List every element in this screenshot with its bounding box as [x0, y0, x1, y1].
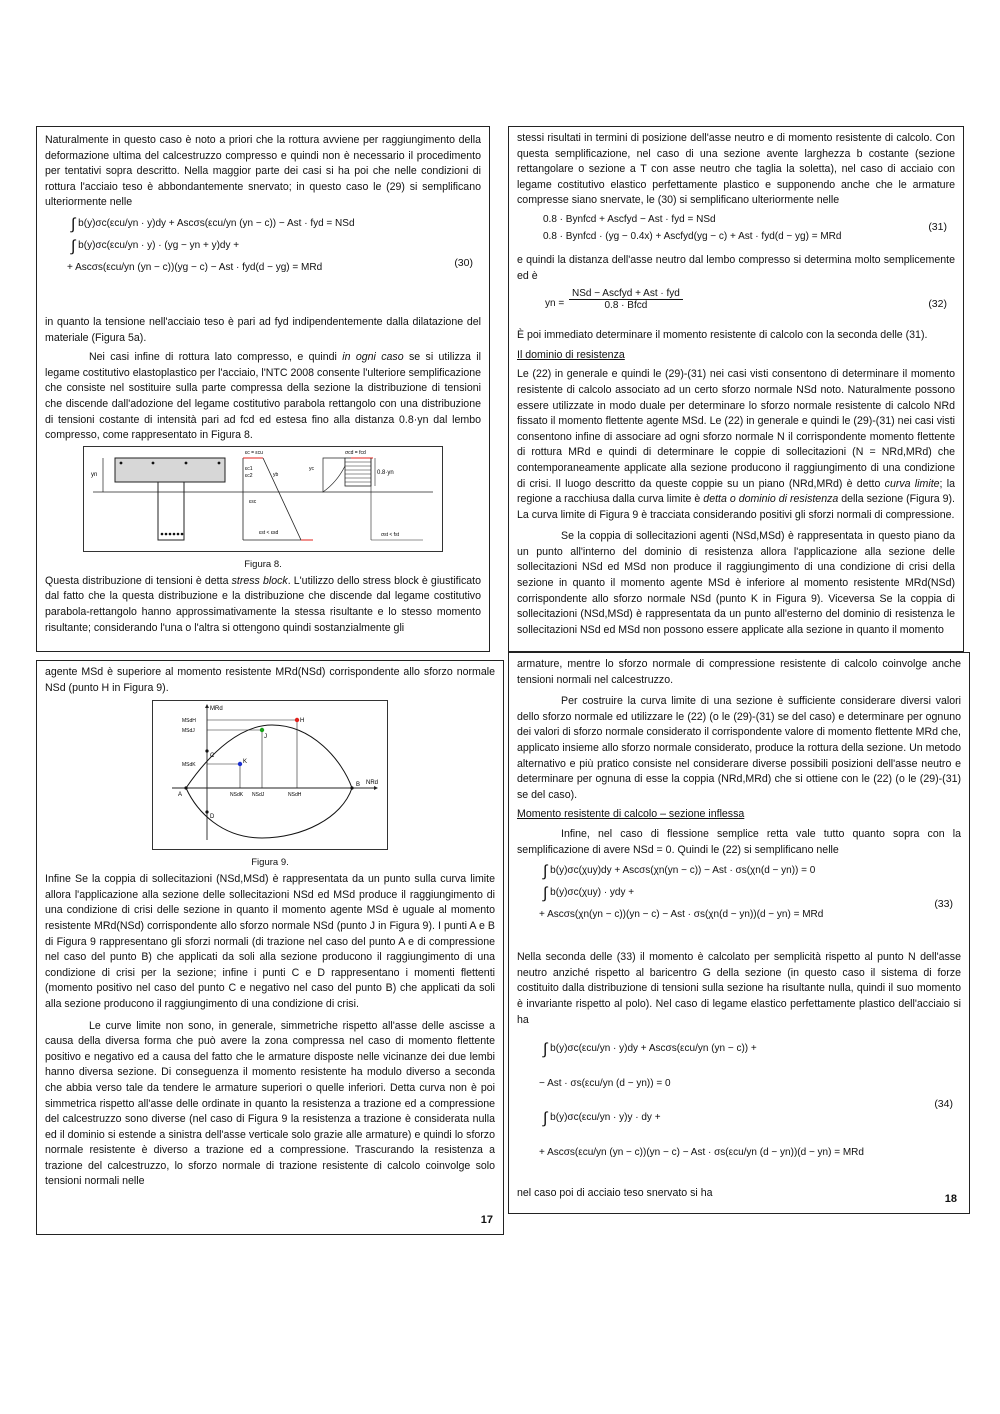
yn-label: yn [91, 471, 98, 478]
svg-text:C: C [210, 753, 215, 760]
paragraph: agente MSd è superiore al momento resistente MRd(NSd) corrispondente allo sforzo normale NSd (punto H in Figura 9). [45, 666, 495, 694]
fraction-numerator: NSd − Ascfyd + Ast · fyd [569, 288, 683, 300]
equation-31 [517, 211, 955, 251]
point-h [295, 718, 299, 722]
paragraph: Per costruire la curva limite di una sezione è sufficiente considerare diversi valori dello sforzo normale ed utilizzare le (22) (o le (29)-(31) se del caso) e determinare per ognuno dei valori di sforzo normale considerato il corrispondente valore di momento flettente MRd che, applicato insieme allo sforzo normale considerato, produce la rottura della sezione. Un metodo alternativo e più pratico consiste nel considerare diverse possibili posizioni dell'asse neutro e determinare per ognuna di esse la coppia (NRd,MRd) che si ottiene con le (22) (o le (29)-(31) se del caso). [517, 695, 961, 801]
strain-label: εc = εcu [245, 449, 263, 456]
equation-number: (33) [934, 898, 953, 911]
svg-text:NSdH: NSdH [288, 792, 302, 799]
svg-text:MRd: MRd [210, 706, 223, 713]
paragraph: Le curve limite non sono, in generale, simmetriche rispetto all'asse delle ascisse a causa della diversa forma che può avere la zona compressa nel caso di momento flettente positivo e negativo ed a causa del fatto che le armature disposte nelle vicinanze dei due lembi hanno diversa sezione. Di conseguenza il momento resistente ha modulo diverso a seconda che abbia verso tale da tendere le armature superiori o quelle inferiori. Detta curva non è poi simmetrica rispetto all'asse delle ordinate in quanto la resistenza a trazione ed a compressione del calcestruzzo sono diverse (nel caso di Figura 9 la resistenza a trazione è considerata nulla ed il dominio si estende a sinistra dell'asse verticale solo grazie alle armature) e quindi lo sforzo normale resistente è diverso a trazione ed a compressione. Trascurando la resistenza a trazione del calcestruzzo, lo sforzo normale di trazione resistente di calcolo coinvolge solo tensioni normali nelle [45, 1019, 495, 1188]
paragraph: in quanto la tensione nell'acciaio teso è pari ad fyd indipendentemente dalla dilatazione del materiale (Figura 5a). [45, 315, 481, 344]
page-number: 17 [480, 1214, 493, 1226]
equation-34 [517, 1032, 961, 1184]
svg-text:yb: yb [273, 471, 279, 478]
panel-top-left [36, 126, 490, 652]
equation-32: yn = NSd − Ascfyd + Ast · fyd 0.8 · Bfcd (32) [545, 288, 947, 312]
figure-8 [45, 446, 481, 557]
paragraph: Infine, nel caso di flessione semplice retta vale tutto quanto sopra con la semplificazione di avere NSd = 0. Quindi le (22) si semplificano nelle [517, 827, 961, 856]
svg-text:εc2: εc2 [245, 472, 253, 479]
equation-line: b(y)σc(εcu/yn · y)dy + Ascσs(εcu/yn (yn − c)) + [550, 1043, 757, 1055]
paragraph: Questa distribuzione di tensioni è detta stress block. L'utilizzo dello stress block è giustificato dal fatto che la questa distribuzione e la distribuzione che discende dal legame costitutivo parabola-rettangolo hanno approssimativamente la stessa risultante e lo stesso momento risultante; considerando l'una o l'altra si ottengono quindi sostanzialmente gli [45, 574, 481, 634]
equation-line: b(y)σc(εcu/yn · y) · (yg − yn + y)dy + [78, 239, 240, 251]
integral-symbol: ∫ [543, 885, 548, 903]
integral-symbol: ∫ [71, 237, 76, 255]
paragraph: Le (22) in generale e quindi le (29)-(31) nei casi visti consentono di determinare il momento resistente di calcolo associato ad un certo sforzo normale NSd noto. Naturalmente possono essere utilizzate in modo duale per determinare lo sforzo normale resistente di calcolo NRd fissato il momento flettente agente MSd. Le (22) in generale e quindi le (29)-(31) nei casi visti consentono infine di associare ad ogni sforzo normale N il corrispondente momento flettente di rottura MRd e quindi di determinare le coppie di sollecitazioni (N = NRd,MRd) che contemporaneamente applicate alla sezione producono il raggiungimento di una condizione di crisi. Il luogo descritto da queste coppie su un piano (NRd,MRd) è detto curva limite; la regione a racchiusa dalla curva limite è detta o dominio di resistenza della sezione (Figura 9). La curva limite di Figura 9 è tracciata considerando positivi gli sforzi normali di compressione. [517, 368, 955, 521]
svg-text:εst < εsd: εst < εsd [259, 529, 279, 536]
svg-text:MSdJ: MSdJ [182, 728, 195, 735]
figure-9 [45, 700, 495, 855]
equation-line: 0.8 · Bynfcd + Ascfyd − Ast · fyd = NSd [543, 213, 716, 225]
paragraph: Nella seconda delle (33) il momento è calcolato per semplicità rispetto al punto N dell'asse neutro anziché rispetto al baricentro G della sezione (in questo caso il sistema di forze costituito dalla distribuzione di tensioni sulla sezione ha risultante nulla, quindi il suo momento è invariante rispetto al polo). Nel caso di legame elastico perfettamente plastico dell'acciaio si ha [517, 951, 961, 1026]
svg-text:σcd = fcd: σcd = fcd [345, 449, 366, 456]
equation-line: b(y)σc(χuy) · ydy + [550, 887, 635, 899]
point-k [238, 762, 242, 766]
svg-text:NSdJ: NSdJ [252, 792, 265, 799]
integral-symbol: ∫ [543, 863, 548, 881]
svg-text:NSdK: NSdK [230, 792, 244, 799]
equation-33 [517, 860, 961, 948]
paragraph: Infine Se la coppia di sollecitazioni (NSd,MSd) è rappresentata da un punto sulla curva limite allora l'applicazione alla sezione delle sollecitazioni NSd ed MSd produce il raggiungimento di una condizione di crisi delle sezione in quanto il momento agente MSd è uguale al momento resistente MRd(NSd) corrispondente allo sforzo normale NSd (punto J in Figura 9). I punti A e B di Figura 9 rappresentano gli sforzi normali (di trazione nel caso del punto A e di compressione nel caso del punto B) che applicati da soli alla sezione producono il raggiungimento di una condizione di crisi per la sezione; infine i punti C e D rappresentano i momenti flettenti (momento positivo nel caso del punto C e negativo nel caso del punto B) che applicati da soli alla sezione producono il raggiungimento di una condizione di crisi. [45, 873, 495, 1010]
equation-line: + Ascσs(εcu/yn (yn − c))(yg − c) − Ast · fyd(d − yg) = MRd [67, 261, 323, 273]
figure-caption: Figura 8. [244, 558, 282, 570]
paragraph: Naturalmente in questo caso è noto a priori che la rottura avviene per raggiungimento della deformazione ultima del calcestruzzo compresso e quindi non è necessario il procedimento per tentativi sopra descritto. Nella maggior parte dei casi si ha poi che nelle condizioni di rottura l'acciaio teso è abbondantemente snervato; in questo caso le (29) si semplificano ulteriormente nelle [45, 134, 481, 209]
equation-line: 0.8 · Bynfcd · (yg − 0.4x) + Ascfyd(yg − c) + Ast · fyd(d − yg) = MRd [543, 230, 842, 242]
equation-line: + Ascσs(εcu/yn (yn − c))(yn − c) − Ast · σs(εcu/yn (d − yn))(d − yn) = MRd [539, 1147, 864, 1159]
svg-text:MSdK: MSdK [182, 762, 196, 769]
svg-text:B: B [356, 782, 361, 789]
svg-text:yc: yc [309, 465, 314, 472]
point-j [260, 728, 264, 732]
svg-text:εsc: εsc [249, 498, 257, 505]
paragraph: stessi risultati in termini di posizione dell'asse neutro e di momento resistente di calcolo. Con questa semplificazione, nel caso di una sezione avente larghezza b costante (sezione rettangolare o sezione a T con asse neutro che taglia la soletta), nel caso di acciaio con legame costitutivo elastico perfettamente plastico e supponendo anche che le armature compresse siano snervate, le (30) si semplificano ulteriormente nelle [517, 132, 955, 207]
equation-line: b(y)σc(χuy)dy + Ascσs(χn(yn − c)) − Ast · σs(χn(d − yn)) = 0 [550, 865, 816, 877]
panel-bottom-left [36, 660, 504, 1235]
paragraph: e quindi la distanza dell'asse neutro dal lembo compresso si determina molto semplicemente ed è [517, 253, 955, 282]
equation-number: (31) [928, 220, 947, 233]
panel-bottom-right [508, 652, 970, 1214]
integral-symbol: ∫ [71, 215, 76, 233]
paragraph: Se la coppia di sollecitazioni agenti (NSd,MSd) è rappresentata in questo piano da un punto all'interno del dominio di resistenza allora l'applicazione alla sezione delle sollecitazioni NSd ed MSd non produce il raggiungimento di una condizione di crisi della sezione in quanto il momento agente MSd è inferiore al momento resistente MRd(NSd) corrispondente allo sforzo normale NSd (punto K in Figura 9). Viceversa Se la coppia di sollecitazioni (NSd,MSd) è rappresentata da un punto all'esterno del dominio di resistenza le sollecitazioni NSd ed MSd non possono essere applicate alla sezione in quanto il momento [517, 530, 955, 636]
svg-text:NRd: NRd [366, 780, 379, 787]
svg-text:εc1: εc1 [245, 465, 253, 472]
svg-text:K: K [243, 759, 248, 766]
paragraph: armature, mentre lo sforzo normale di compressione resistente di calcolo coinvolge anche tensioni normali nel calcestruzzo. [517, 658, 961, 686]
equation-line: b(y)σc(εcu/yn · y)dy + Ascσs(εcu/yn (yn − c)) − Ast · fyd = NSd [78, 217, 355, 229]
integral-symbol: ∫ [543, 1110, 548, 1128]
equation-line: − Ast · σs(εcu/yn (d − yn)) = 0 [539, 1078, 671, 1090]
paragraph: nel caso poi di acciaio teso snervato si ha [517, 1187, 713, 1200]
svg-text:J: J [264, 734, 267, 741]
equation-30 [45, 213, 481, 313]
panel-top-right [508, 126, 964, 652]
fraction-denominator: 0.8 · Bfcd [604, 300, 648, 312]
stress-block-diagram [83, 446, 443, 552]
svg-text:σst < fst: σst < fst [381, 531, 399, 538]
figure-caption: Figura 9. [251, 857, 289, 869]
page-number: 18 [944, 1193, 957, 1205]
paragraph: È poi immediato determinare il momento resistente di calcolo con la seconda delle (31). [517, 329, 928, 342]
section-heading: Il dominio di resistenza [517, 348, 625, 361]
integral-symbol: ∫ [543, 1041, 548, 1059]
svg-text:D: D [210, 814, 215, 821]
equation-line: b(y)σc(εcu/yn · y)y · dy + [550, 1112, 661, 1124]
paragraph: Nei casi infine di rottura lato compresso, e quindi in ogni caso se si utilizza il legame costitutivo elastoplastico per l'acciaio, l'NTC 2008 consente l'ulteriore semplificazione che consiste nel sostituire sulla parte compressa della sezione la distribuzione di tensioni che discende dall'adozione del legame costitutivo parabola rettangolo con una distribuzione di tensioni costante di intensità pari ad fcd ed estesa fino alla distanza 0.8·yn dal lembo compresso, come rappresentato in Figura 8. [45, 351, 481, 442]
equation-number: (30) [454, 256, 473, 269]
svg-text:A: A [178, 792, 183, 799]
equation-line: + Ascσs(χn(yn − c))(yn − c) − Ast · σs(χn(d − yn))(d − yn) = MRd [539, 909, 824, 921]
equation-number: (32) [928, 298, 947, 311]
svg-text:MSdH: MSdH [182, 718, 196, 725]
section-heading: Momento resistente di calcolo – sezione inflessa [517, 808, 745, 821]
svg-text:H: H [300, 718, 305, 725]
resistance-domain-diagram [152, 700, 388, 850]
equation-number: (34) [934, 1098, 953, 1111]
svg-text:0.8·yn: 0.8·yn [377, 469, 394, 476]
